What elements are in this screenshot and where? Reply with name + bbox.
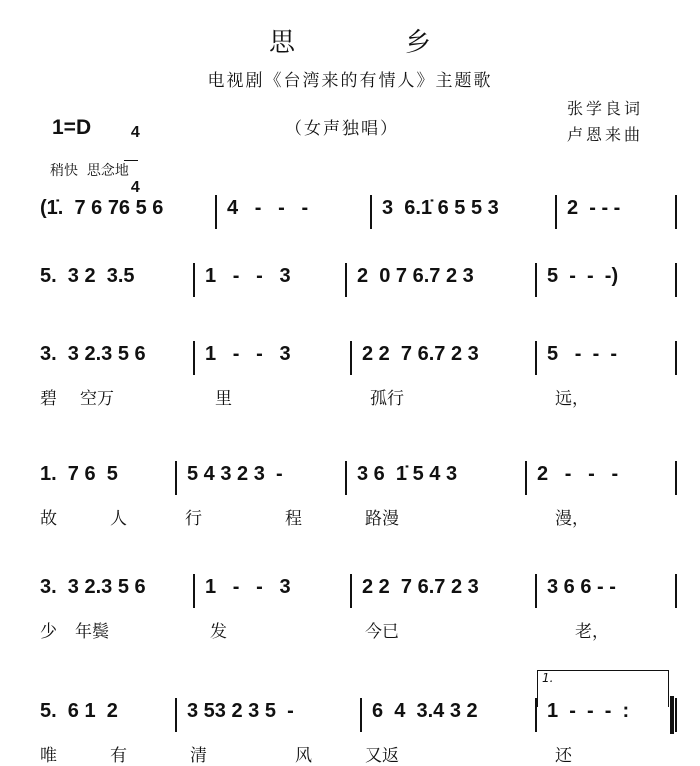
tempo-marking: 稍快 思念地 (50, 163, 129, 179)
measure: 2 2 7 6.7 2 3 (362, 343, 479, 365)
measure: 2 - - - (537, 463, 619, 485)
lyric-syllable: 唯 (40, 746, 57, 766)
lyric-syllable: 行 (185, 509, 202, 529)
measure: 5 - - - (547, 343, 617, 365)
lyric-syllable: 今已 (365, 622, 399, 642)
lyric-syllable: 有 (110, 746, 127, 766)
lyric-syllable: 老， (575, 622, 609, 642)
lyric-syllable: 碧 (40, 389, 57, 409)
first-ending-bracket: 1. (537, 670, 669, 707)
barline (525, 461, 527, 495)
measure: 3 6 1̇ 5 4 3 (357, 463, 458, 485)
barline (345, 461, 347, 495)
barline (215, 195, 217, 229)
measure: 1 - - 3 (205, 576, 291, 598)
lyric-syllable: 又返 (365, 746, 399, 766)
measure: 5. 3 2 3.5 (40, 265, 135, 287)
barline (535, 263, 537, 297)
lyricist-credit: 张学良词 (567, 99, 644, 118)
lyric-syllable: 远， (555, 389, 589, 409)
lyric-syllable: 风 (295, 746, 312, 766)
measure: 5 4 3 2 3 - (187, 463, 283, 485)
end-barline (675, 263, 677, 297)
lyric-syllable: 还 (555, 746, 572, 766)
measure: 2 2 7 6.7 2 3 (362, 576, 479, 598)
end-barline (675, 574, 677, 608)
lyric-syllable: 漫， (555, 509, 589, 529)
lyric-syllable: 人 (110, 509, 127, 529)
time-signature-top: 4 (130, 124, 140, 141)
time-signature (122, 106, 140, 197)
barline (345, 263, 347, 297)
end-barline (675, 698, 677, 732)
measure: 1 - - - : (547, 700, 630, 722)
lyric-syllable: 少 (40, 622, 57, 642)
composer-credit: 卢恩来曲 (567, 125, 644, 144)
lyric-syllable: 路漫 (365, 509, 399, 529)
lyric-syllable: 孤行 (370, 389, 404, 409)
repeat-end-barline (670, 696, 674, 734)
key-signature: 1=D (52, 116, 92, 139)
barline (535, 341, 537, 375)
barline (350, 341, 352, 375)
song-title: 思乡 (268, 28, 541, 58)
lyric-syllable: 发 (210, 622, 227, 642)
barline (193, 263, 195, 297)
barline (350, 574, 352, 608)
measure: 3 53 2 3 5 - (187, 700, 294, 722)
measure: 1. 7 6 5 (40, 463, 118, 485)
end-barline (675, 195, 677, 229)
end-barline (675, 341, 677, 375)
lyric-syllable: 里 (215, 389, 232, 409)
measure: 1 - - 3 (205, 265, 291, 287)
measure: 4 - - - (227, 197, 309, 219)
measure: 3. 3 2.3 5 6 (40, 343, 146, 365)
lyric-syllable: 清 (190, 746, 207, 766)
barline (175, 461, 177, 495)
barline (193, 574, 195, 608)
measure: 1 - - 3 (205, 343, 291, 365)
measure: 2 0 7 6.7 2 3 (357, 265, 474, 287)
barline (193, 341, 195, 375)
voice-type: （女声独唱） (285, 119, 399, 139)
end-barline (675, 461, 677, 495)
barline (360, 698, 362, 732)
song-subtitle: 电视剧《台湾来的有情人》主题歌 (207, 71, 493, 91)
measure: 3 6.1̇ 6 5 5 3 (382, 197, 499, 219)
lyric-syllable: 程 (285, 509, 302, 529)
lyric-syllable: 年鬓 (75, 622, 109, 642)
measure: 2 - - - (567, 197, 621, 219)
barline (535, 574, 537, 608)
measure: 6 4 3.4 3 2 (372, 700, 478, 722)
lyric-syllable: 空万 (80, 389, 114, 409)
lyric-syllable: 故 (40, 509, 57, 529)
barline (370, 195, 372, 229)
measure: 5 - - -) (547, 265, 619, 287)
measure: 3 6 6 - - (547, 576, 616, 598)
measure: (1̇. 7 6 76 5 6 (40, 197, 164, 219)
barline (555, 195, 557, 229)
measure: 3. 3 2.3 5 6 (40, 576, 146, 598)
measure: 5. 6 1 2 (40, 700, 118, 722)
barline (175, 698, 177, 732)
time-signature-bottom: 4 (130, 179, 140, 196)
